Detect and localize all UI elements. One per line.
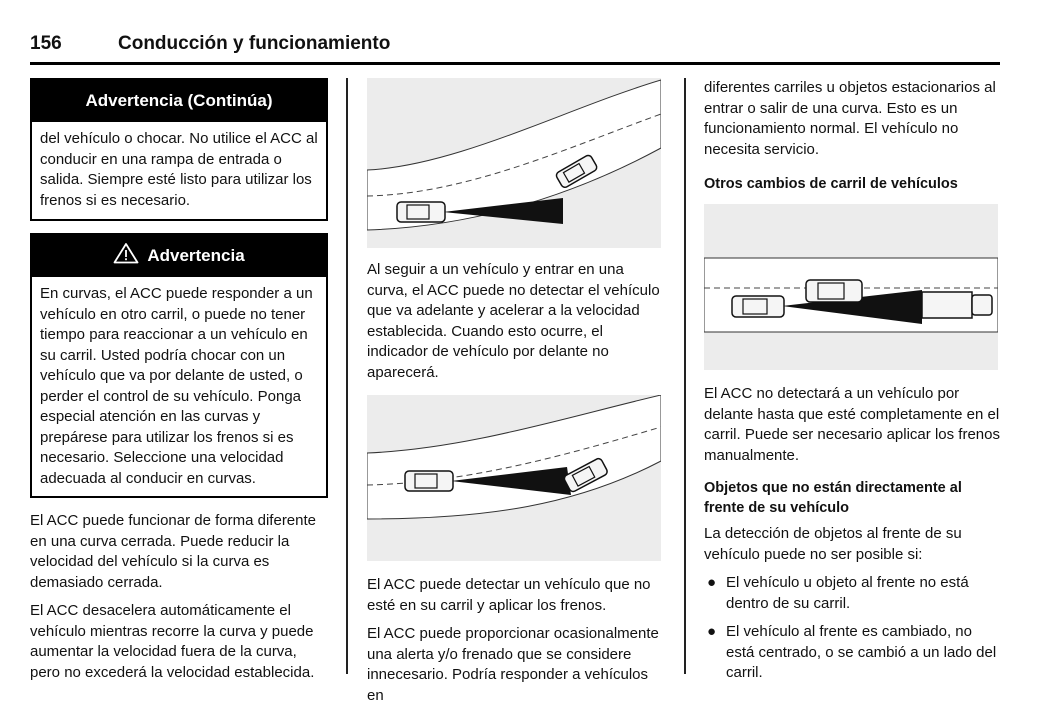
warning-title: Advertencia <box>147 246 245 265</box>
warning-triangle-icon <box>113 246 147 265</box>
list-item <box>704 622 1002 684</box>
list-item-text: El vehículo al frente es cambiado, no está centrado, o se cambió a un lado del carril. <box>726 623 997 681</box>
warning-continued-body: del vehículo o chocar. No utilice el ACC al conducir en una rampa de entrada o salida. Siempre esté listo para utilizar los frenos si es necesario. <box>40 130 318 209</box>
curve-following-figure <box>367 78 661 248</box>
column-1 <box>30 78 328 691</box>
paragraph: El ACC puede detectar un vehículo que no esté en su carril y aplicar los frenos. <box>367 576 651 614</box>
warning-header <box>32 235 326 277</box>
warning-continued-box <box>30 78 328 221</box>
subheading: Otros cambios de carril de vehículos <box>704 176 958 192</box>
paragraph: El ACC puede proporcionar ocasionalmente una alerta y/o frenado que se considere innecesario. Podría responder a vehículos en <box>367 625 659 704</box>
column-3 <box>704 78 1002 692</box>
list-item-text: El vehículo u objeto al frente no está dentro de su carril. <box>726 574 969 612</box>
bullet-icon: ● <box>707 623 717 640</box>
page-header <box>30 30 1000 65</box>
truck-icon <box>922 292 992 318</box>
column-2 <box>367 78 661 714</box>
list-item <box>704 573 1002 614</box>
section-title: Conducción y funcionamiento <box>118 33 391 54</box>
warning-box <box>30 233 328 498</box>
page-number: 156 <box>30 33 62 54</box>
column-divider <box>346 78 348 674</box>
warning-continued-title: Advertencia (Continúa) <box>32 80 326 122</box>
car-icon <box>405 471 453 491</box>
bullet-list <box>704 573 1002 684</box>
car-icon <box>397 202 445 222</box>
paragraph: La detección de objetos al frente de su vehículo puede no ser posible si: <box>704 525 962 563</box>
bullet-icon: ● <box>707 574 717 591</box>
paragraph: diferentes carriles u objetos estacionarios al entrar o salir de una curva. Esto es un funcionamiento normal. El vehículo no necesita servicio. <box>704 79 996 158</box>
car-icon <box>732 296 784 317</box>
figure-caption: Al seguir a un vehículo y entrar en una curva, el ACC puede no detectar el vehículo que va adelante y acelerar a la velocidad establecida. Cuando esto ocurre, el indicador de vehículo por delante no aparecerá. <box>367 261 660 381</box>
paragraph: El ACC desacelera automáticamente el vehículo mientras recorre la curva y puede aumentar la velocidad fuera de la curva, pero no excederá la velocidad establecida. <box>30 602 315 681</box>
car-icon <box>806 280 862 302</box>
curve-detection-figure <box>367 395 661 561</box>
column-divider <box>684 78 686 674</box>
warning-body: En curvas, el ACC puede responder a un vehículo en otro carril, o puede no tener tiempo para reaccionar a un vehículo en su carril. Usted podría chocar con un vehículo que va por delante de usted, o perder el control de su vehículo. Ponga especial atención en las curvas y prepárese para utilizar los frenos si es necesario. Seleccione una velocidad adecuada al conducir en curvas. <box>40 285 313 487</box>
lane-change-figure <box>704 204 998 370</box>
subheading: Objetos que no están directamente al frente de su vehículo <box>704 480 962 516</box>
paragraph: El ACC no detectará a un vehículo por delante hasta que esté completamente en el carril. Puede ser necesario aplicar los frenos manualmente. <box>704 385 1000 464</box>
paragraph: El ACC puede funcionar de forma diferente en una curva cerrada. Puede reducir la velocidad del vehículo si la curva es demasiado cerrada. <box>30 512 317 591</box>
